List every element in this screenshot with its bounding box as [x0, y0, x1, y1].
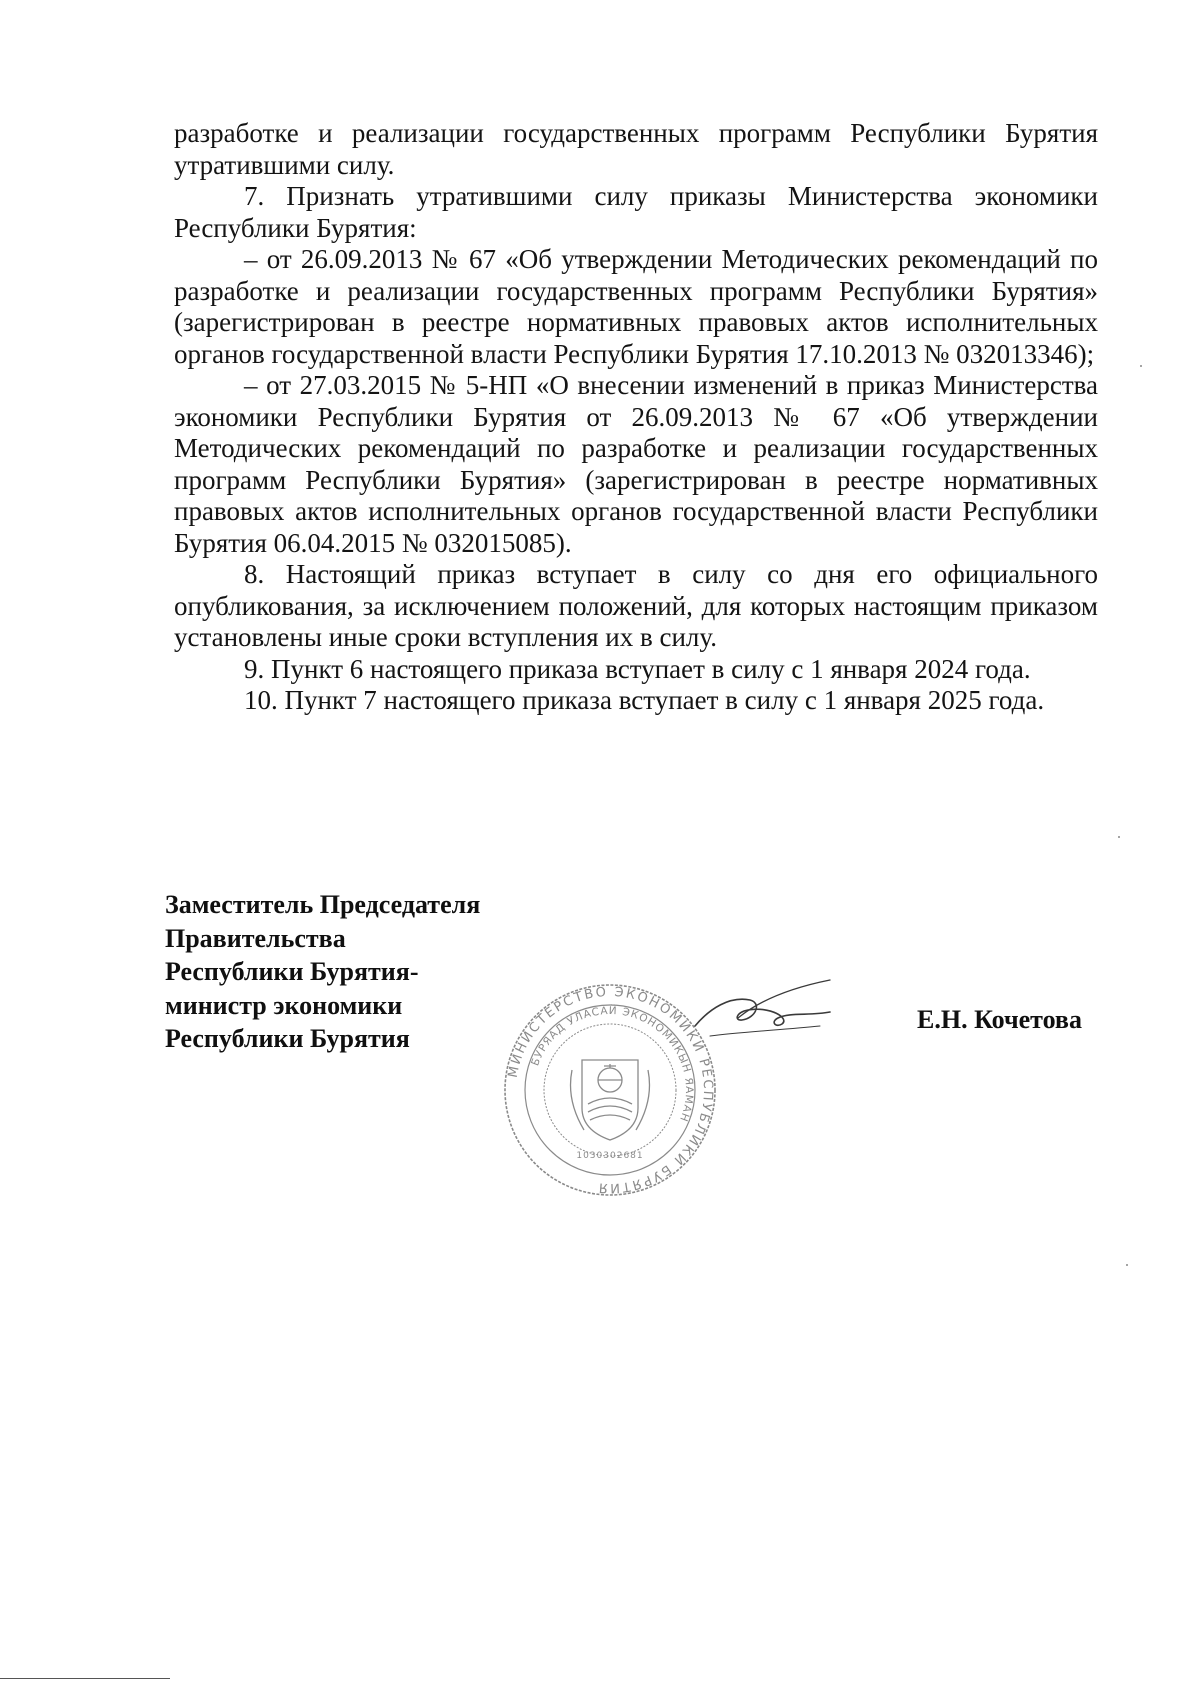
signatory-name: Е.Н. Кочетова: [917, 1005, 1082, 1034]
stamp-outer-text: МИНИСТЕРСТВО ЭКОНОМИКИ РЕСПУБЛИКИ БУРЯТИЯ: [505, 984, 716, 1196]
position-line: Республики Бурятия-: [165, 957, 419, 986]
position-line: Заместитель Председателя: [165, 890, 481, 919]
paragraph-continuation: разработке и реализации государственных программ Республики Бурятия утратившими силу.: [174, 118, 1098, 180]
handwritten-signature: [690, 978, 840, 1048]
footer-divider: [0, 1678, 170, 1679]
scan-speck: [1126, 1264, 1128, 1266]
paragraph-9: 9. Пункт 6 настоящего приказа вступает в силу с 1 января 2024 года.: [244, 653, 1031, 684]
position-line: министр экономики: [165, 990, 403, 1020]
stamp-registration: 1030302681: [576, 1151, 644, 1161]
paragraph-7-item-1: – от 26.09.2013 № 67 «Об утверждении Методических рекомендаций по разработке и реализации государственных программ Республики Бурятия» (зарегистрирован в реестре нормативных правовых актов исполнительных органов государственной власти Республики Бурятия 17.10.2013 № 032013346);: [174, 244, 1098, 369]
paragraph-8: 8. Настоящий приказ вступает в силу со дня его официального опубликования, за исключением положений, для которых настоящим приказом установлены иные сроки вступления их в силу.: [174, 559, 1098, 652]
official-stamp: [500, 980, 720, 1200]
order-body: [174, 118, 1098, 717]
scan-speck: [1118, 836, 1120, 838]
paragraph-10: 10. Пункт 7 настоящего приказа вступает в силу с 1 января 2025 года.: [244, 685, 1045, 715]
paragraph-7-item-2: – от 27.03.2015 № 5-НП «О внесении изменений в приказ Министерства экономики Республики Бурятия от 26.09.2013 № 67 «Об утверждении Методических рекомендаций по разработке и реализации государственных программ Республики Бурятия» (зарегистрирован в реестре нормативных правовых актов исполнительных органов государственной власти Республики Бурятия 06.04.2015 № 032015085).: [174, 370, 1098, 558]
coat-of-arms-icon: [571, 1060, 650, 1140]
position-line: Республики Бурятия: [165, 1024, 410, 1053]
position-line: Правительства: [165, 923, 346, 953]
signatory-position: [165, 888, 480, 1056]
paragraph-7: 7. Признать утратившими силу приказы Министерства экономики Республики Бурятия:: [174, 181, 1098, 243]
stamp-inner-text: БУРЯАД УЛАСАЙ ЭКОНОМИКЫН ЯАМАН: [529, 1004, 696, 1124]
scan-speck: [1140, 365, 1142, 367]
